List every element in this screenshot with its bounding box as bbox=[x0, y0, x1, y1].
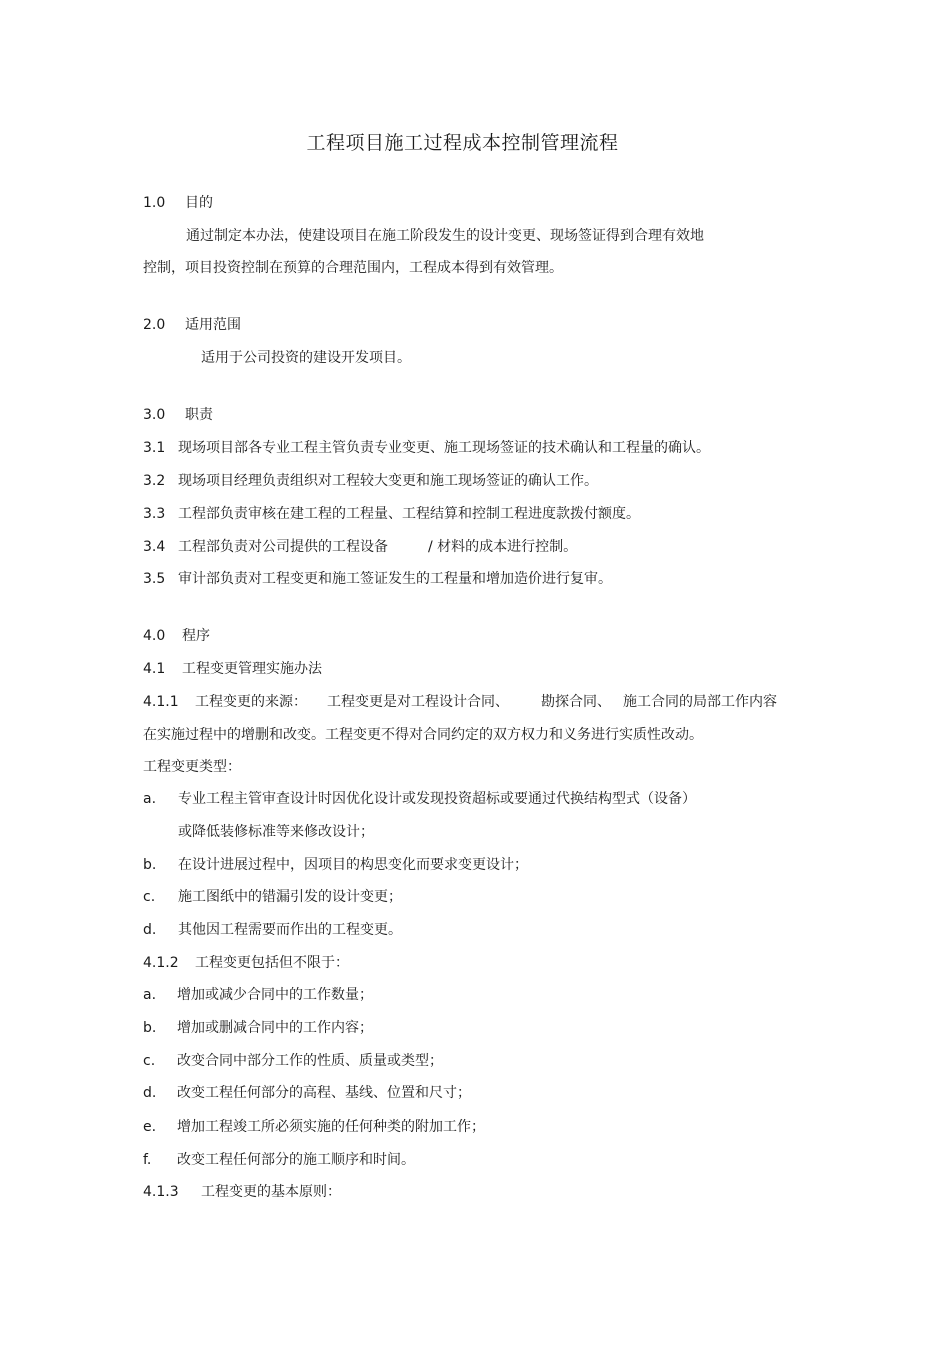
item-number: 3.5 bbox=[143, 571, 166, 587]
document-title: 工程项目施工过程成本控制管理流程 bbox=[306, 132, 619, 154]
list-item: 增加或减少合同中的工作数量； bbox=[177, 987, 373, 1003]
list-item: 改变工程任何部分的施工顺序和时间。 bbox=[177, 1152, 415, 1168]
paragraph-line: 施工合同的局部工作内容 bbox=[623, 694, 777, 710]
list-item: 现场项目部各专业工程主管负责专业变更、施工现场签证的技术确认和工程量的确认。 bbox=[178, 440, 710, 456]
section-number: 2.0 bbox=[143, 317, 166, 333]
paragraph-line: 勘探合同、 bbox=[541, 694, 611, 710]
paragraph-line: 在实施过程中的增删和改变。工程变更不得对合同约定的双方权力和义务进行实质性改动。 bbox=[143, 727, 703, 743]
list-item: 现场项目经理负责组织对工程较大变更和施工现场签证的确认工作。 bbox=[178, 473, 598, 489]
list-item: / 材料的成本进行控制。 bbox=[428, 539, 578, 555]
item-letter: a. bbox=[143, 987, 157, 1003]
item-letter: b. bbox=[143, 857, 157, 873]
item-number: 3.1 bbox=[143, 440, 166, 456]
item-letter: a. bbox=[143, 791, 157, 807]
section-heading: 职责 bbox=[185, 407, 213, 423]
list-item: 审计部负责对工程变更和施工签证发生的工程量和增加造价进行复审。 bbox=[178, 571, 612, 587]
list-item: 改变工程任何部分的高程、基线、位置和尺寸； bbox=[177, 1085, 471, 1101]
list-item: 施工图纸中的错漏引发的设计变更； bbox=[178, 889, 402, 905]
section-number: 4.0 bbox=[143, 628, 166, 644]
subsection-heading: 工程变更管理实施办法 bbox=[182, 661, 322, 677]
subsection-number: 4.1 bbox=[143, 661, 166, 677]
paragraph-line: 工程变更的来源： bbox=[195, 694, 307, 710]
item-letter: c. bbox=[143, 1053, 156, 1069]
section-heading: 适用范围 bbox=[185, 317, 241, 333]
list-item: 改变合同中部分工作的性质、质量或类型； bbox=[177, 1053, 443, 1069]
section-heading: 程序 bbox=[182, 628, 210, 644]
item-letter: c. bbox=[143, 889, 156, 905]
list-item: 工程部负责审核在建工程的工程量、工程结算和控制工程进度款拨付额度。 bbox=[178, 506, 640, 522]
item-letter: b. bbox=[143, 1020, 157, 1036]
paragraph-line: 工程变更的基本原则： bbox=[201, 1184, 341, 1200]
list-item: 在设计进展过程中，因项目的构思变化而要求变更设计； bbox=[178, 857, 528, 873]
item-letter: f. bbox=[143, 1152, 152, 1168]
item-number: 4.1.2 bbox=[143, 955, 179, 971]
paragraph-line: 控制，项目投资控制在预算的合理范围内，工程成本得到有效管理。 bbox=[143, 260, 563, 276]
list-item: 专业工程主管审查设计时因优化设计或发现投资超标或要通过代换结构型式（设备） bbox=[178, 791, 696, 807]
paragraph-line: 通过制定本办法，使建设项目在施工阶段发生的设计变更、现场签证得到合理有效地 bbox=[186, 228, 704, 244]
section-number: 1.0 bbox=[143, 195, 166, 211]
item-number: 3.4 bbox=[143, 539, 166, 555]
item-letter: e. bbox=[143, 1119, 157, 1135]
item-number: 4.1.1 bbox=[143, 694, 179, 710]
list-item: 其他因工程需要而作出的工程变更。 bbox=[178, 922, 402, 938]
paragraph-line: 工程变更是对工程设计合同、 bbox=[327, 694, 509, 710]
item-number: 3.3 bbox=[143, 506, 166, 522]
list-item: 增加工程竣工所必须实施的任何种类的附加工作； bbox=[177, 1119, 485, 1135]
paragraph-line: 工程变更包括但不限于： bbox=[195, 955, 349, 971]
list-item: 工程部负责对公司提供的工程设备 bbox=[178, 539, 388, 555]
section-heading: 目的 bbox=[185, 195, 213, 211]
item-number: 4.1.3 bbox=[143, 1184, 179, 1200]
item-letter: d. bbox=[143, 1085, 157, 1101]
paragraph-line: 适用于公司投资的建设开发项目。 bbox=[201, 350, 411, 366]
list-item: 或降低装修标准等来修改设计； bbox=[178, 824, 374, 840]
list-label: 工程变更类型： bbox=[143, 759, 241, 775]
section-number: 3.0 bbox=[143, 407, 166, 423]
item-letter: d. bbox=[143, 922, 157, 938]
list-item: 增加或删减合同中的工作内容； bbox=[177, 1020, 373, 1036]
item-number: 3.2 bbox=[143, 473, 166, 489]
